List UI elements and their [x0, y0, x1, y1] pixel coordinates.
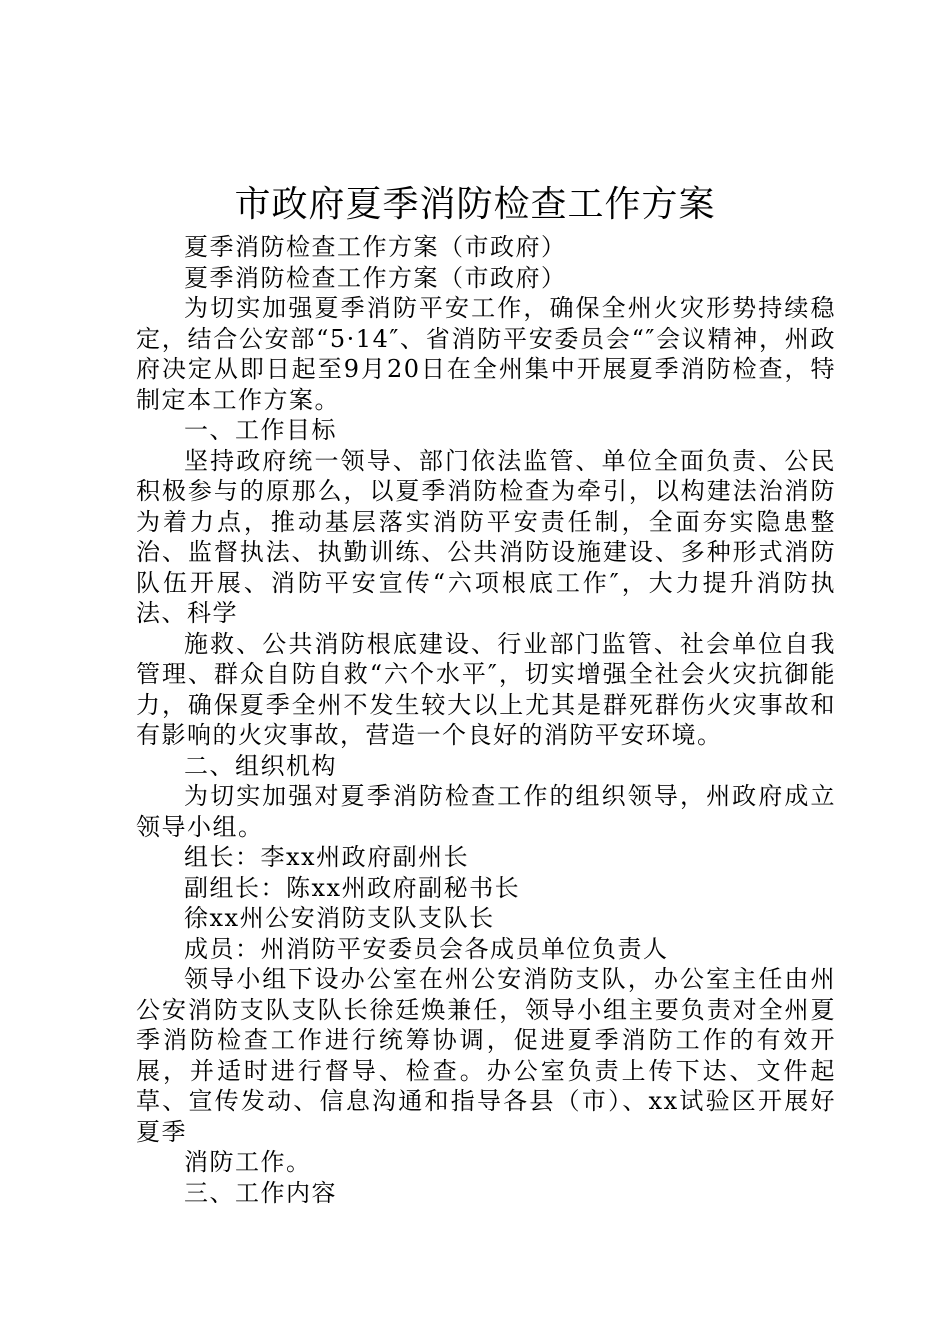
paragraph-intro: 为切实加强夏季消防平安工作，确保全州火灾形势持续稳定，结合公安部“5·14″、省消防平安委员会“″会议精神，州政府决定从即日起至9月20日在全州集中开展夏季消防检查，特制定本工作方案。: [136, 294, 836, 414]
paragraph-organization: 为切实加强对夏季消防检查工作的组织领导，州政府成立领导小组。: [136, 782, 836, 841]
paragraph-subtitle-2: 夏季消防检查工作方案（市政府）: [184, 263, 567, 292]
paragraph-members: 成员：州消防平安委员会各成员单位负责人: [184, 934, 669, 963]
document-body: [136, 232, 836, 1208]
paragraph-deputy-leader-2: 徐xx州公安消防支队支队长: [184, 904, 495, 932]
paragraph-office: 领导小组下设办公室在州公安消防支队，办公室主任由州公安消防支队支队长徐廷焕兼任，领导小组主要负责对全州夏季消防检查工作进行统筹协调，促进夏季消防工作的有效开展，并适时进行督导、检查。办公室负责上传下达、文件起草、宣传发动、信息沟通和指导各县（市）、xx试验区开展好夏季: [136, 965, 836, 1146]
paragraph-goals-2: 施救、公共消防根底建设、行业部门监管、社会单位自我管理、群众自防自救“六个水平″，切实增强全社会火灾抗御能力，确保夏季全州不发生较大以上尤其是群死群伤火灾事故和有影响的火灾事故，营造一个良好的消防平安环境。: [136, 629, 836, 749]
paragraph-leader: 组长：李xx州政府副州长: [184, 843, 470, 871]
paragraph-office-cont: 消防工作。: [184, 1148, 312, 1176]
paragraph-goals-1: 坚持政府统一领导、部门依法监管、单位全面负责、公民积极参与的原那么，以夏季消防检查为牵引，以构建法治消防为着力点，推动基层落实消防平安责任制，全面夯实隐患整治、监督执法、执勤训练、公共消防设施建设、多种形式消防队伍开展、消防平安宣传“六项根底工作″，大力提升消防执法、科学: [136, 446, 836, 627]
section-heading-content: 三、工作内容: [184, 1178, 337, 1207]
paragraph-subtitle-1: 夏季消防检查工作方案（市政府）: [184, 233, 567, 261]
paragraph-deputy-leader: 副组长：陈xx州政府副秘书长: [184, 873, 521, 902]
section-heading-organization: 二、组织机构: [184, 751, 337, 780]
document-title: 市政府夏季消防检查工作方案: [234, 184, 716, 225]
section-heading-goals: 一、工作目标: [184, 416, 337, 444]
